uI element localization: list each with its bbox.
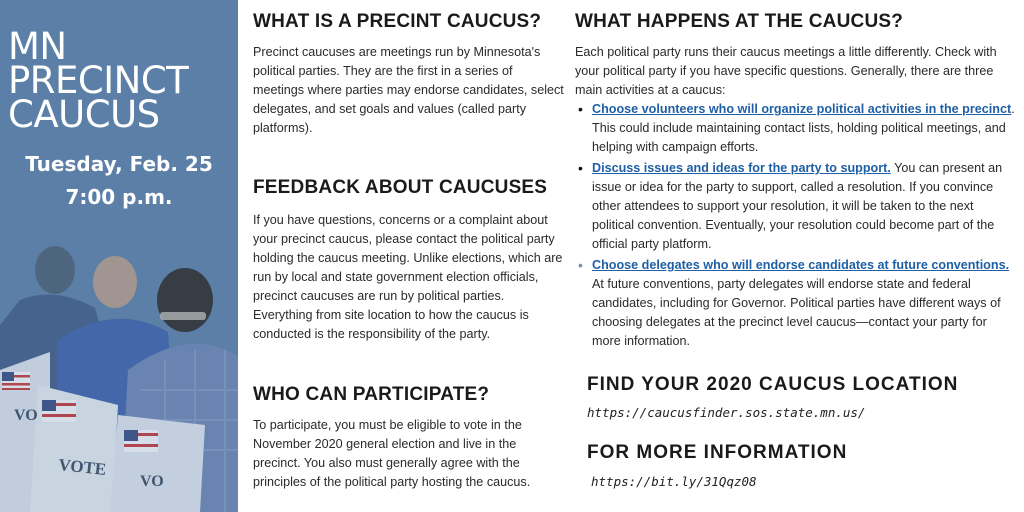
feedback-heading: FEEDBACK ABOUT CAUCUSES [253,177,548,198]
booth-sign: VO [14,407,38,424]
what-is-body: Precinct caucuses are meetings run by Minnesota's political parties. They are the first in a series of meetings where parties may endorse candidates, select delegates, and set goals and values (called party platforms). [253,45,564,135]
banner-title-line: MN [8,25,67,68]
banner-title [8,25,236,136]
banner-date: Tuesday, Feb. 25 [25,152,213,176]
more-info-url[interactable]: https://bit.ly/31Qqz08 [591,474,757,489]
feedback-body: If you have questions, concerns or a complaint about your precinct caucus, please contact the political party holding the caucus meeting. Unlike elections, which are run by local and state government election officials, precinct caucuses are run by political parties. Everything from site location to how the caucus is conducted is the responsibility of the party. [253,213,563,341]
happens-heading: WHAT HAPPENS AT THE CAUCUS? [575,11,904,32]
banner [0,0,238,512]
banner-time: 7:00 p.m. [65,185,173,209]
list-item-text: . This could include maintaining contact lists, holding political meetings, and helping with campaign efforts. [592,102,1015,154]
find-heading: FIND YOUR 2020 CAUCUS LOCATION [587,374,959,395]
who-heading: WHO CAN PARTICIPATE? [253,384,490,405]
activities-list [575,100,1015,353]
list-item [575,100,1015,157]
list-item [575,159,1015,254]
happens-intro: Each political party runs their caucus meetings a little differently. Check with your political party if you have specific questions. Generally, there are three main activities at a caucus: [575,45,997,97]
booth-sign: VO [140,473,164,490]
delegates-link[interactable]: Choose delegates who will endorse candidates at future conventions. [592,258,1010,272]
voters-photo [0,220,238,512]
what-is-heading: WHAT IS A PRECINT CAUCUS? [253,11,542,32]
volunteers-link[interactable]: Choose volunteers who will organize political activities in the precinct [592,102,1012,116]
list-item-text: You can present an issue or idea for the party to support, called a resolution. If you convince other attendees to support your resolution, it will be taken to the next political convention. Eventually, your resolution could become part of the official party platform. [592,161,1003,251]
banner-title-line: PRECINCT [8,59,189,102]
list-item-text: At future conventions, party delegates will endorse state and federal candidates, including for Governor. Political parties have different ways of choosing delegates at the precinct level caucus—contact your party for more information. [592,277,1001,348]
issues-link[interactable]: Discuss issues and ideas for the party to support. [592,161,891,175]
list-item [575,256,1015,351]
caucus-finder-url[interactable]: https://caucusfinder.sos.state.mn.us/ [587,405,866,420]
banner-date-block [0,148,238,214]
photo-tint [0,220,238,512]
booth-sign: VOTE [57,455,108,479]
banner-title-line: CAUCUS [8,93,160,136]
who-body: To participate, you must be eligible to vote in the November 2020 general election and live in the precinct. You also must generally agree with the principles of the political party hosting the caucus. [253,418,531,489]
more-info-heading: FOR MORE INFORMATION [587,442,848,463]
